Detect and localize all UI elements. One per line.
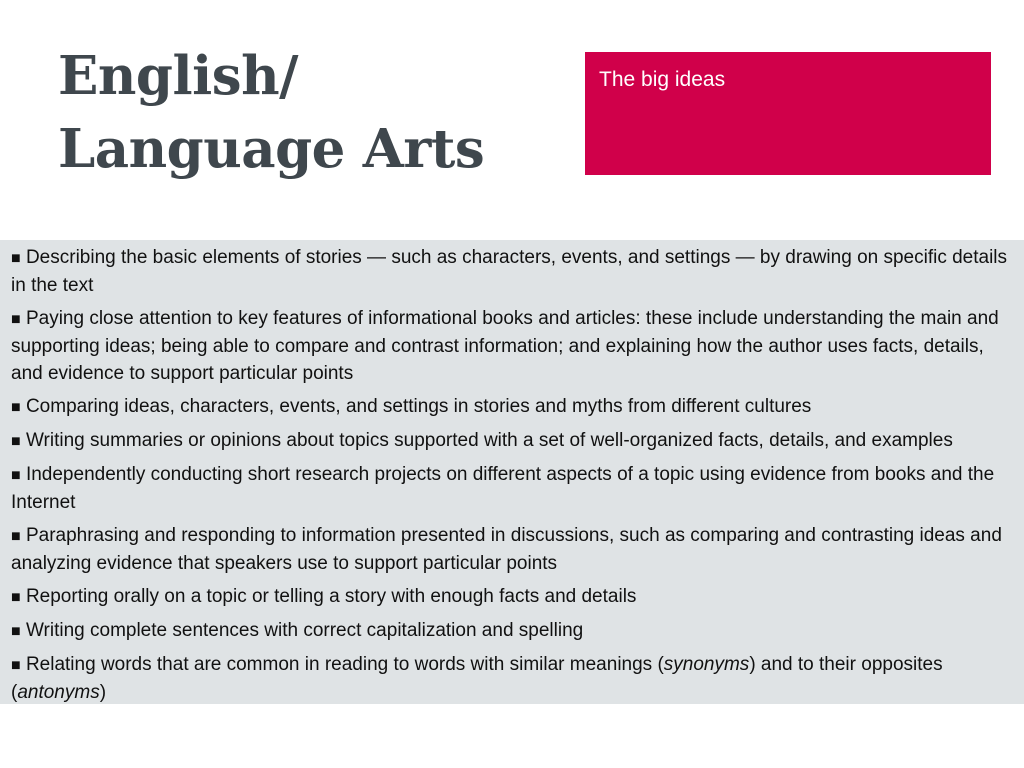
item-text: Relating words that are common in reading to words with similar meanings ( <box>25 654 664 675</box>
page-title-line-2: Language Arts <box>58 118 485 180</box>
list-item <box>11 305 1010 387</box>
big-ideas-box <box>585 52 991 175</box>
list-item <box>11 522 1010 577</box>
bullet-icon: ■ <box>11 250 21 267</box>
list-item <box>11 583 1010 611</box>
item-text: Reporting orally on a topic or telling a story with enough facts and details <box>25 586 637 607</box>
item-text: Describing the basic elements of stories — such as characters, events, and settings — by drawing on specific details in the text <box>11 247 1008 296</box>
bullet-icon: ■ <box>11 589 21 606</box>
big-ideas-label: The big ideas <box>599 68 726 91</box>
big-ideas-list <box>0 244 1024 712</box>
list-item <box>11 617 1010 645</box>
list-item <box>11 244 1010 299</box>
item-text-middle: ) and to their opposites ( <box>11 654 943 703</box>
bullet-icon: ■ <box>11 467 21 484</box>
list-item <box>11 427 1010 455</box>
item-text: Paying close attention to key features of informational books and articles: these include understanding the main and supporting ideas; being able to compare and contrast information; and explaining how the author uses facts, details, and evidence to support particular points <box>11 308 999 384</box>
bullet-icon: ■ <box>11 623 21 640</box>
bullet-icon: ■ <box>11 399 21 416</box>
list-item <box>11 393 1010 421</box>
item-text: Comparing ideas, characters, events, and settings in stories and myths from different cultures <box>25 396 812 417</box>
bullet-icon: ■ <box>11 433 21 450</box>
item-text: Independently conducting short research projects on different aspects of a topic using evidence from books and the Internet <box>11 464 995 513</box>
item-text: Paraphrasing and responding to information presented in discussions, such as comparing and contrasting ideas and analyzing evidence that speakers use to support particular points <box>11 525 1002 574</box>
bullet-icon: ■ <box>11 311 21 328</box>
page-title-line-1: English/ <box>58 45 298 107</box>
item-text: Writing complete sentences with correct capitalization and spelling <box>25 620 584 641</box>
item-text-end: ) <box>99 682 107 703</box>
list-item <box>11 651 1010 706</box>
bullet-icon: ■ <box>11 657 21 674</box>
page-title <box>58 40 558 186</box>
list-item <box>11 461 1010 516</box>
item-text: Writing summaries or opinions about topics supported with a set of well-organized facts, details, and examples <box>25 430 953 451</box>
item-emphasis: antonyms <box>17 682 100 703</box>
bullet-icon: ■ <box>11 528 21 545</box>
item-emphasis: synonyms <box>663 654 750 675</box>
